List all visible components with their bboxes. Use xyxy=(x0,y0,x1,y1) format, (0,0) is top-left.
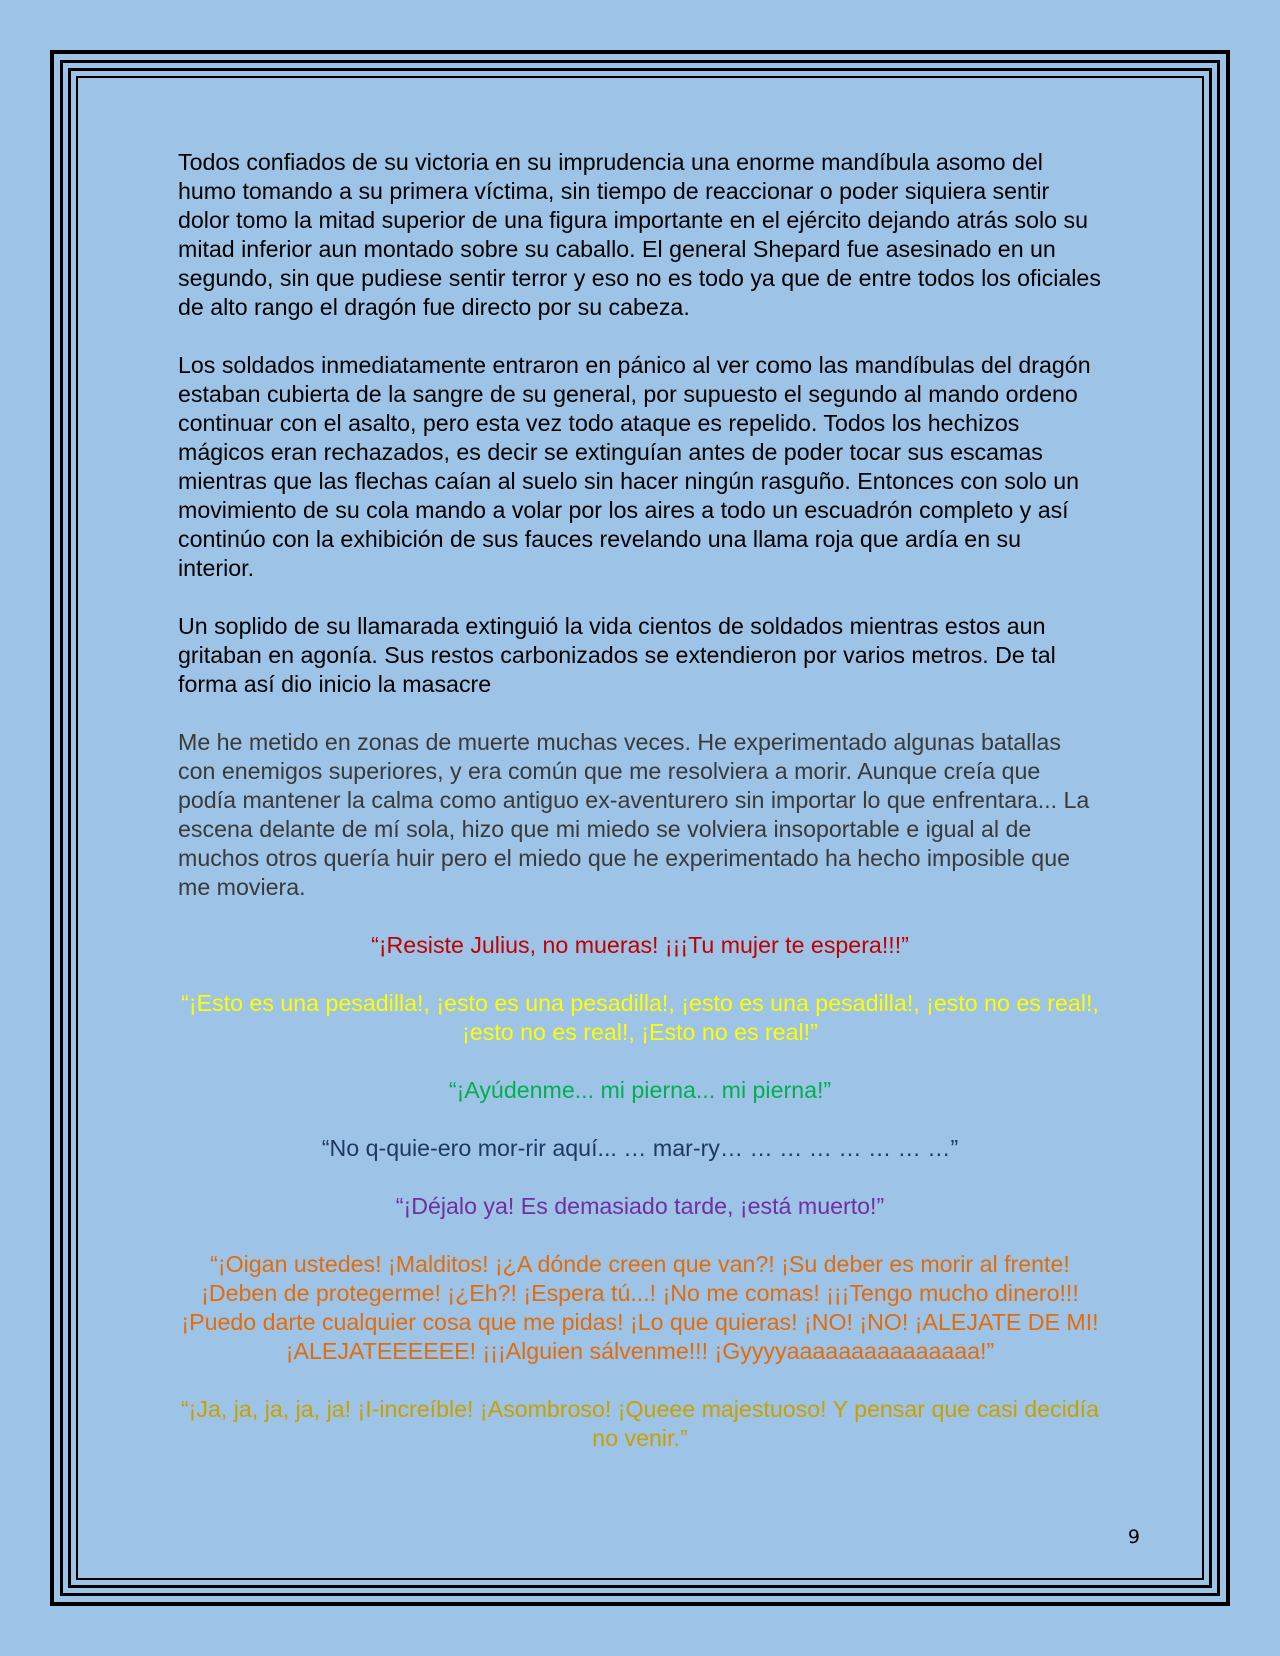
quote-6: “¡Oigan ustedes! ¡Malditos! ¡¿A dónde creen que van?! ¡Su deber es morir al frente! ¡Deben de protegerme! ¡¿Eh?! ¡Espera tú...! ¡No me comas! ¡¡¡Tengo mucho dinero!!! ¡Puedo darte cualquier cosa que me pidas! ¡Lo que quieras! ¡NO! ¡NO! ¡ALEJATE DE MI! ¡ALEJATEEEEEE! ¡¡¡Alguien sálvenme!!! ¡Gyyyyaaaaaaaaaaaaaaa!” xyxy=(181,1251,1099,1364)
narration-paragraph: Me he metido en zonas de muerte muchas veces. He experimentado algunas batallas con enemigos superiores, y era común que me resolviera a morir. Aunque creía que podía mantener la calma como antiguo ex-aventurero sin importar lo que enfrentara... La escena delante de mí sola, hizo que mi miedo se volviera insoportable e igual al de muchos otros quería huir pero el miedo que he experimentado ha hecho imposible que me moviera. xyxy=(178,729,1090,900)
page-number: 9 xyxy=(1127,1526,1140,1548)
paragraph-2: Los soldados inmediatamente entraron en pánico al ver como las mandíbulas del dragón estaban cubierta de la sangre de su general, por supuesto el segundo al mando ordeno continuar con el asalto, pero esta vez todo ataque es repelido. Todos los hechizos mágicos eran rechazados, es decir se extinguían antes de poder tocar sus escamas mientras que las flechas caían al suelo sin hacer ningún rasguño. Entonces con solo un movimiento de su cola mando a volar por los aires a todo un escuadrón completo y así continúo con la exhibición de sus fauces revelando una llama roja que ardía en su interior. xyxy=(178,352,1091,581)
quote-7: “¡Ja, ja, ja, ja, ja! ¡I-increíble! ¡Asombroso! ¡Queee majestuoso! Y pensar que casi decidía no venir.” xyxy=(180,1396,1100,1451)
page-content xyxy=(178,148,1102,1482)
quote-5: “¡Déjalo ya! Es demasiado tarde, ¡está muerto!” xyxy=(395,1193,885,1219)
quote-1: “¡Resiste Julius, no mueras! ¡¡¡Tu mujer te espera!!!” xyxy=(371,932,909,958)
paragraph-1: Todos confiados de su victoria en su imprudencia una enorme mandíbula asomo del humo tomando a su primera víctima, sin tiempo de reaccionar o poder siquiera sentir dolor tomo la mitad superior de una figura importante en el ejército dejando atrás solo su mitad inferior aun montado sobre su caballo. El general Shepard fue asesinado en un segundo, sin que pudiese sentir terror y eso no es todo ya que de entre todos los oficiales de alto rango el dragón fue directo por su cabeza. xyxy=(178,149,1101,320)
quote-2: “¡Esto es una pesadilla!, ¡esto es una pesadilla!, ¡esto es una pesadilla!, ¡esto no es real!, ¡esto no es real!, ¡Esto no es real!” xyxy=(181,990,1099,1045)
quote-3: “¡Ayúdenme... mi pierna... mi pierna!” xyxy=(448,1077,832,1103)
paragraph-3: Un soplido de su llamarada extinguió la vida cientos de soldados mientras estos aun gritaban en agonía. Sus restos carbonizados se extendieron por varios metros. De tal forma así dio inicio la masacre xyxy=(178,613,1056,697)
quote-4: “No q-quie-ero mor-rir aquí... … mar-ry… … … … … … … …” xyxy=(321,1135,959,1161)
